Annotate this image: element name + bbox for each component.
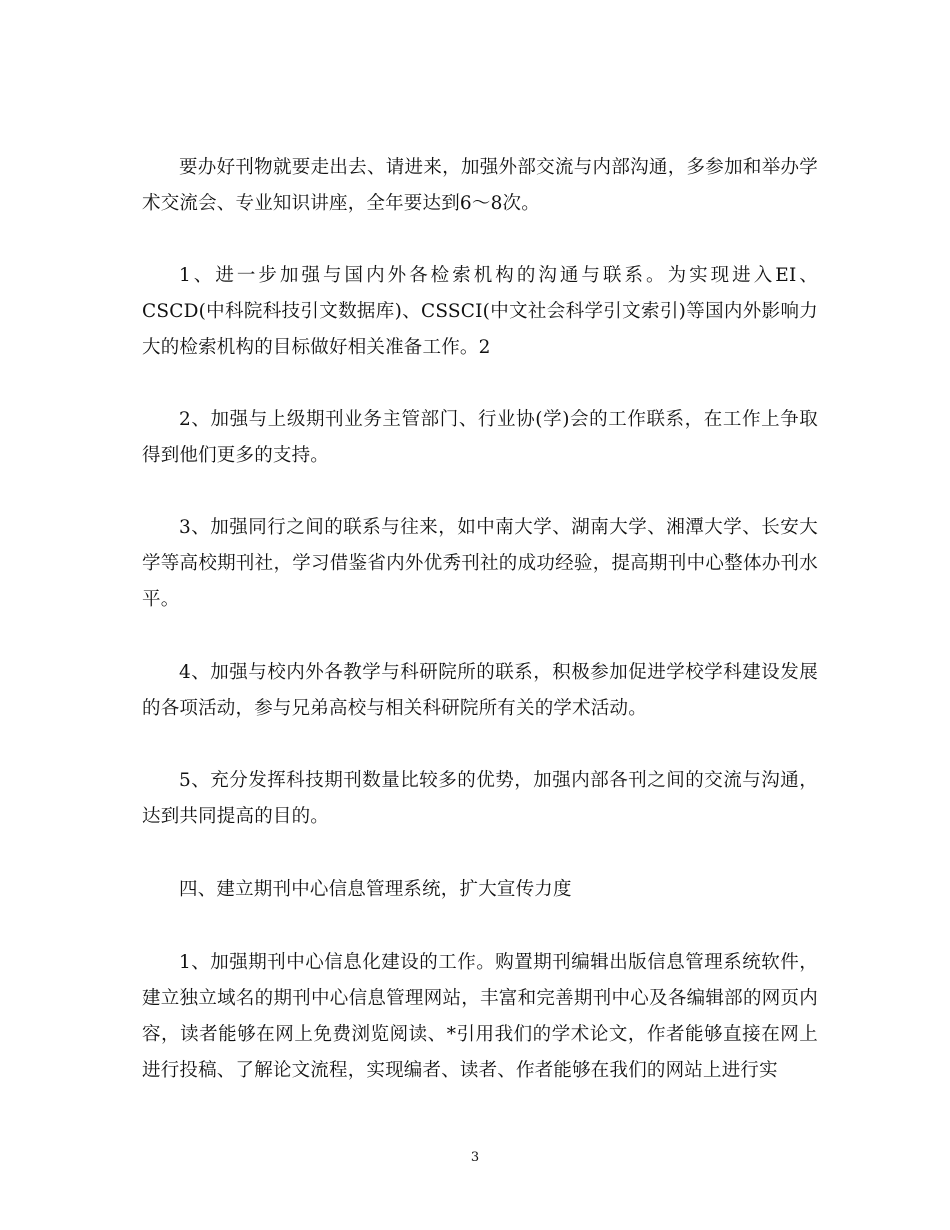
- paragraph-item-2: 2、加强与上级期刊业务主管部门、行业协(学)会的工作联系，在工作上争取得到他们更多的支持。: [142, 409, 818, 466]
- paragraph-item-4: 4、加强与校内外各教学与科研院所的联系，积极参加促进学校学科建设发展的各项活动，参与兄弟高校与相关科研院所有关的学术活动。: [142, 662, 818, 719]
- paragraph-section4-item-1: 1、加强期刊中心信息化建设的工作。购置期刊编辑出版信息管理系统软件，建立独立域名的期刊中心信息管理网站，丰富和完善期刊中心及各编辑部的网页内容，读者能够在网上免费浏览阅读、*引用我们的学术论文，作者能够直接在网上进行投稿、了解论文流程，实现编者、读者、作者能够在我们的网站上进行实: [142, 952, 818, 1081]
- paragraph-item-5: 5、充分发挥科技期刊数量比较多的优势，加强内部各刊之间的交流与沟通，达到共同提高的目的。: [142, 770, 818, 827]
- paragraph-intro: 要办好刊物就要走出去、请进来，加强外部交流与内部沟通，多参加和举办学术交流会、专业知识讲座，全年要达到6～8次。: [142, 157, 818, 214]
- paragraph-item-3: 3、加强同行之间的联系与往来，如中南大学、湖南大学、湘潭大学、长安大学等高校期刊社，学习借鉴省内外优秀刊社的成功经验，提高期刊中心整体办刊水平。: [142, 517, 818, 610]
- section-heading-4: 四、建立期刊中心信息管理系统，扩大宣传力度: [179, 879, 572, 900]
- page-number: 3: [470, 1150, 480, 1165]
- paragraph-item-1: 1、进一步加强与国内外各检索机构的沟通与联系。为实现进入EI、CSCD(中科院科技引文数据库)、CSSCI(中文社会科学引文索引)等国内外影响力大的检索机构的目标做好相关准备工作。2: [142, 265, 818, 358]
